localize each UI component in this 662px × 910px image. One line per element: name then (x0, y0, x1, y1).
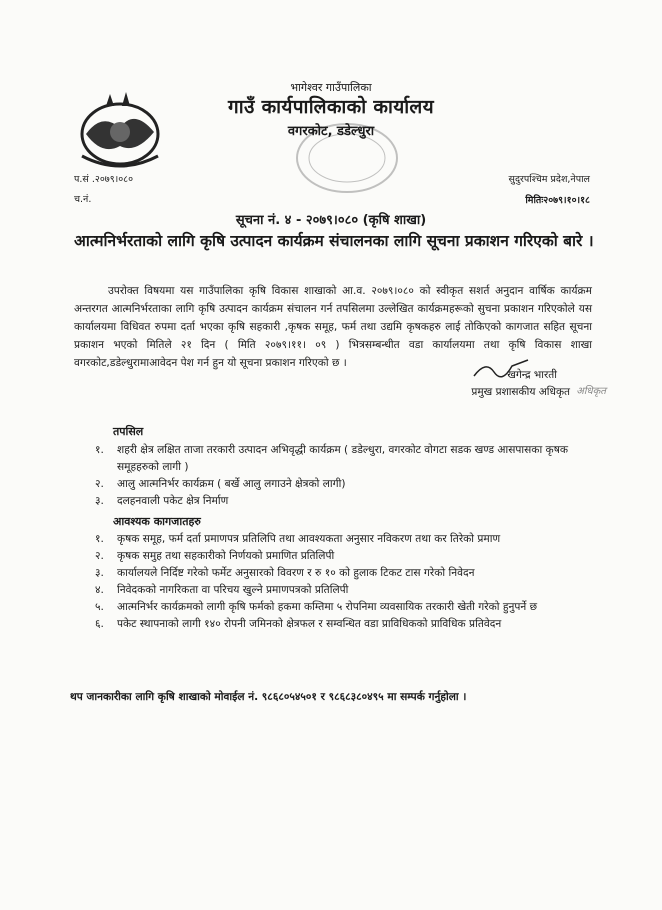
tapsil-heading: तपसिल (113, 425, 144, 438)
province-name: सुदुरपश्चिम प्रदेश,नेपाल (508, 174, 590, 185)
office-address: वगरकोट, डडेल्धुरा (287, 124, 375, 139)
letter-cn-number: च.नं. (74, 194, 92, 205)
municipality-name: भागेश्वर गाउँपालिका (290, 81, 372, 94)
list-item: ३. कार्यालयले निर्दिष्ट गरेको फर्मेट अनुसारको विवरण र रु १० को हुलाक टिकट टास गरेको निवेदन (95, 567, 475, 579)
list-item: ३. दलहनवाली पकेट क्षेत्र निर्माण (95, 495, 229, 507)
list-item: ५. आत्मनिर्भर कार्यक्रमको लागी कृषि फर्मको हकमा कम्तिमा ५ रोपनिमा व्यवसायिक तरकारी खेती गरेको हुनुपर्ने छ (95, 601, 538, 613)
notice-body-text: उपरोक्त विषयमा यस गाउँपालिका कृषि विकास शाखाको आ.व. २०७९।०८० को स्वीकृत सशर्त अनुदान वार्षिक कार्यक्रम अन्तरगत आत्मनिर्भरताका लागि कृषि उत्पादन कार्यक्रम संचालन गर्न तपसिलमा उल्लेखित कार्यक्रमहरूको सुचना प्रकाशन गरिएकोले यस कार्यालयमा विधिवत रुपमा दर्ता भएका कृषि सहकारी ,कृषक समूह, फर्म तथा उद्यमि कृषकहरु लाई तोकिएको कागजात सहित सूचना प्रकाशन भएको मितिले २१ दिन ( मिति २०७९।११। ०९ ) भित्रसम्बन्धीत वडा कार्यालयमा तथा कृषि विकास शाखा वगरकोट,डडेल्धुरामाआवेदन पेश गर्न हुन यो सूचना प्रकाशन गरिएको छ । (74, 285, 592, 369)
letter-ps-number: प.सं .२०७९।०८० (74, 174, 134, 185)
office-title: गाउँ कार्यपालिकाको कार्यालय (228, 96, 434, 118)
signatory-stamp: अधिकृत (576, 386, 606, 397)
signatory-title: प्रमुख प्रशासकीय अधिकृत (471, 386, 570, 398)
list-item: ६. पकेट स्थापनाको लागी १४० रोपनी जमिनको क्षेत्रफल र सम्वन्धित वडा प्राविधिकको प्राविधिक प्रतिवेदन (95, 618, 502, 630)
documents-list (95, 531, 595, 633)
letter-date: मितिः२०७९।१०।१८ (525, 195, 590, 206)
list-item: २. आलु आत्मनिर्भर कार्यक्रम ( बर्खे आलु लगाउने क्षेत्रको लागी) (95, 478, 346, 490)
list-item: १. शहरी क्षेत्र लक्षित ताजा तरकारी उत्पादन अभिवृद्धी कार्यक्रम ( डडेल्धुरा, वगरकोट वोगटा सडक खण्ड आसपासका कृषक समूहहरुको लागी ) (95, 444, 568, 473)
documents-heading: आवश्यक कागजातहरु (113, 515, 201, 528)
list-item: ४. निवेदकको नागरिकता वा परिचय खुल्ने प्रमाणपत्रको प्रतिलिपी (95, 584, 349, 596)
notice-title: आत्मनिर्भरताको लागि कृषि उत्पादन कार्यक्रम संचालनका लागि सूचना प्रकाशन गरिएको बारे । (74, 232, 594, 250)
contact-info: थप जानकारीका लागि कृषि शाखाको मोवाईल नं. ९८६८०५४५०१ र ९८६८३८०४९५ मा सम्पर्क गर्नुहोला । (70, 691, 467, 703)
notice-number: सूचना नं. ४ - २०७९।०८० (कृषि शाखा) (235, 213, 427, 228)
tapsil-list (95, 442, 595, 510)
list-item: २. कृषक समुह तथा सहकारीको निर्णयको प्रमाणित प्रतिलिपी (95, 550, 335, 562)
list-item: १. कृषक समूह, फर्म दर्ता प्रमाणपत्र प्रतिलिपि तथा आवश्यकता अनुसार नविकरण तथा कर तिरेको प्रमाण (95, 533, 501, 545)
signatory-name: खगेन्द्र भारती (507, 369, 557, 381)
